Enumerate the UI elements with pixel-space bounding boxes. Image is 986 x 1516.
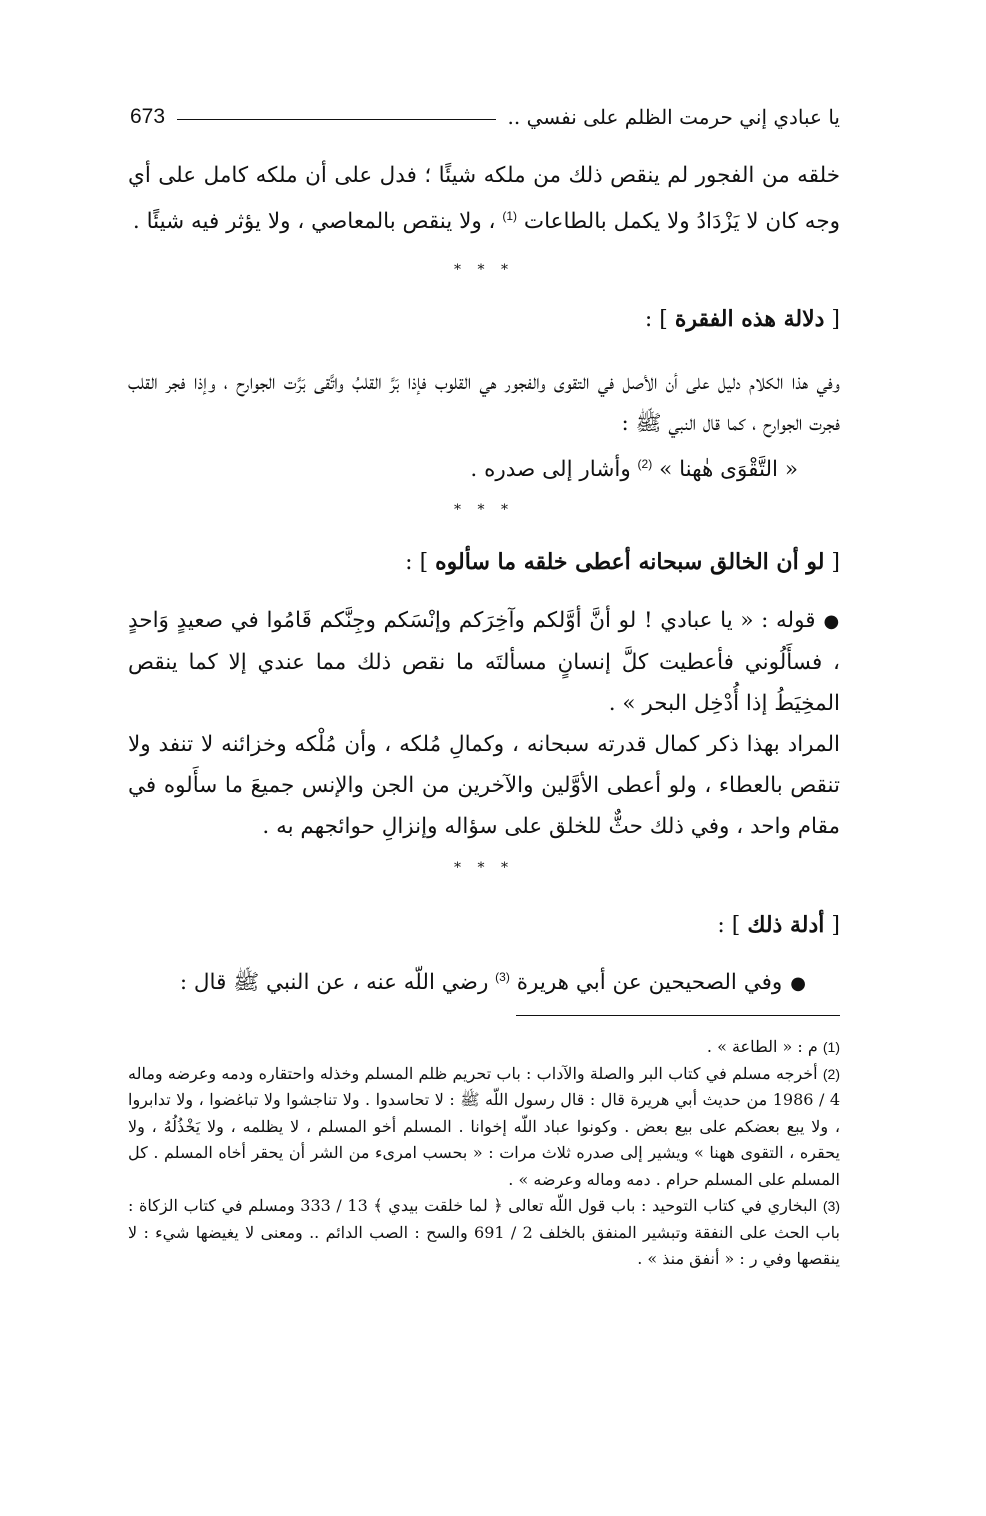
section-separator-1: * * * (454, 262, 514, 278)
paragraph-1-end: ، ولا ينقص بالمعاصي ، ولا يؤثر فيه شيئًا . (132, 209, 496, 235)
bullet-icon: ● (823, 611, 840, 632)
footnote-ref-2: (2) (637, 457, 653, 471)
paragraph-5-text: المراد بهذا ذكر كمال قدرته سبحانه ، وكمالِ مُلكه ، وأن مُلْكه وخزائنه لا تنفد ولا تنقص بالعطاء ، ولو أعطى الأوَّلين والآخرين من الجن والإنس جميعَ ما سأَلوه في مقام واحد ، وفي ذلك حثٌّ للخلق على سؤاله وإنزالِ حوائجهم به . (128, 732, 840, 839)
running-title: يا عبادي إني حرمت الظلم على نفسي .. (507, 105, 840, 129)
section-heading-3: [ أدلة ذلك ] : (717, 912, 840, 938)
footnote-1-text: م : « الطاعة » . (706, 1037, 818, 1056)
footnote-3-text: البخاري في كتاب التوحيد : باب قول اللّه تعالى ﴿ لما خلقت بيدي ﴾ 13 / 333 ومسلم في كتاب الزكاة : باب الحث على النفقة وتبشير المنفق بالخلف 2 / 691 والسح : الصب الدائم .. ومعنى لا يغيضها شيء : لا ينقصها وفي ر : « أنفق منذ » . (128, 1196, 841, 1268)
paragraph-3 (128, 444, 840, 490)
section-heading-3-text: أدلة ذلك (747, 912, 825, 938)
section-heading-2: [ لو أن الخالق سبحانه أعطى خلقه ما سألوه ] : (405, 549, 840, 575)
footnote-ref-3: (3) (495, 970, 510, 984)
footnote-2-mark: (2) (822, 1065, 841, 1082)
footnote-1-mark: (1) (822, 1039, 840, 1055)
bullet-icon: ● (790, 973, 806, 995)
section-heading-1: [ دلالة هذه الفقرة ] : (644, 306, 840, 332)
paragraph-1 (128, 155, 840, 242)
paragraph-4 (128, 600, 840, 724)
footnotes (128, 1034, 840, 1273)
footnote-3-mark: (3) (822, 1198, 840, 1214)
section-heading-2-text: لو أن الخالق سبحانه أعطى خلقه ما سألوه (435, 549, 825, 575)
paragraph-6-end: رضي اللّه عنه ، عن النبي ﷺ قال : (179, 970, 489, 996)
section-heading-1-text: دلالة هذه الفقرة (674, 306, 825, 332)
section-separator-3: * * * (454, 860, 514, 876)
paragraph-6-text: وفي الصحيحين عن أبي هريرة (516, 970, 783, 996)
footnote-separator (516, 1015, 840, 1016)
header-rule (177, 119, 496, 120)
quote-taqwa: « التَّقْوَى هٰهنا » (659, 457, 798, 483)
footnote-2 (128, 1061, 840, 1194)
paragraph-2 (128, 362, 840, 444)
paragraph-1-text: خلقه من الفجور لم ينقص ذلك من ملكه شيئًا ؛ فدل على أن ملكه كامل على أي وجه كان لا يَزْدَادُ ولا يكمل بالطاعات (128, 163, 840, 235)
paragraph-6 (128, 957, 840, 1004)
paragraph-3-end: وأشار إلى صدره . (470, 457, 631, 483)
paragraph-2-text: وفي هذا الكلام دليل على أن الأصل في التقوى والفجور هي القلوب فإذا بَرَّ القلبُ واتَّقى بَرَّت الجوارح ، وإذا فجر القلب فجرت الجوارح ، كما قال النبي ﷺ : (128, 370, 840, 436)
footnote-3 (128, 1193, 840, 1273)
footnote-ref-1: (1) (502, 209, 518, 223)
footnote-2-text: أخرجه مسلم في كتاب البر والصلة والآداب : باب تحريم ظلم المسلم وخذله واحتقاره ودمه وعرضه وماله 4 / 1986 من حديث أبي هريرة قال : قال رسول اللّه ﷺ : لا تحاسدوا . ولا تناجشوا ولا تباغضوا ، ولا تدابروا ، ولا يبع بعضكم على بيع بعض . وكونوا عباد اللّه إخوانا . المسلم أخو المسلم ، لا يظلمه ، ولا يَخْذُلُهُ ، ولا يحقره ، التقوى ههنا » ويشير إلى صدره ثلاث مرات : « بحسب امرىء من الشر أن يحقر أخاه المسلم . كل المسلم على المسلم حرام . دمه وماله وعرضه » . (128, 1063, 841, 1189)
footnote-1 (128, 1034, 840, 1061)
paragraph-4-text: قوله : « يا عبادي ! لو أنَّ أوَّلكم وآخِرَكم وإنْسَكم وجِنَّكم قَامُوا في صعيدٍ وَاحدٍ ، فسأَلُوني فأعطيت كلَّ إنسانٍ مسألتَه ما نقص ذلك مما عندي إلا كما ينقص المخِيَطُ إذا أُدْخِل البحر » . (128, 608, 840, 716)
page-number: 673 (130, 105, 166, 128)
paragraph-5 (128, 724, 840, 847)
section-separator-2: * * * (454, 502, 514, 518)
book-page (128, 0, 840, 1516)
running-header (128, 100, 840, 134)
